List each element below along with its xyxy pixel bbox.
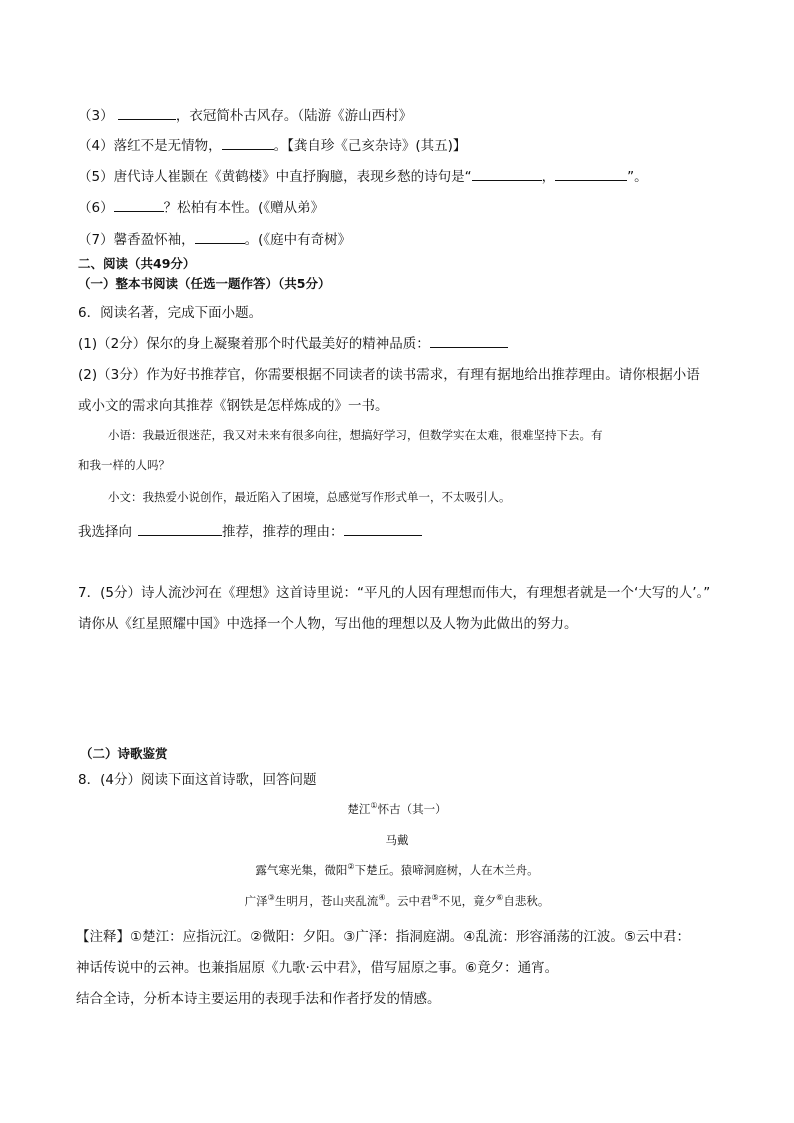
- question-text: 馨香盈怀袖，: [113, 232, 195, 248]
- notes-line2: 神话传说中的云神。也兼指屈原《九歌·云中君》，借写屈原之事。⑥竟夕：通宵。: [76, 960, 559, 976]
- poem-title-text: 怀古（其一）: [377, 802, 447, 816]
- answer-blank[interactable]: [114, 197, 164, 212]
- question-8-prompt: 结合全诗，分析本诗主要运用的表现手法和作者抒发的情感。: [76, 991, 441, 1007]
- poem-author: 马戴: [385, 833, 409, 847]
- question-7-line1: 7．(5分）诗人流沙河在《理想》这首诗里说：“平凡的人因有理想而伟大，有理想者就是一个‘大写的人’。”: [78, 585, 711, 601]
- poem-text: 不见，竟夕: [438, 894, 497, 908]
- question-text: ，衣冠简朴古风存。（陆游《游山西村》: [175, 108, 413, 124]
- xiaoyu-quote-line2: 和我一样的人吗？: [78, 458, 170, 472]
- footnote-mark: ②: [347, 862, 355, 872]
- question-separator: ，: [541, 169, 556, 185]
- question-7-fill: [78, 228, 351, 248]
- recommend-line: [78, 520, 422, 540]
- xiaoyu-quote-line1: 小语：我最近很迷茫，我又对未来有很多向往，想搞好学习，但数学实在太难，很难坚持下去。有: [108, 428, 603, 442]
- question-text: 唐代诗人崔颢在《黄鹤楼》中直抒胸臆，表现乡愁的诗句是“: [113, 169, 472, 185]
- answer-blank[interactable]: [138, 521, 222, 536]
- question-6-2-line2: 或小文的需求向其推荐《钢铁是怎样炼成的》一书。: [78, 398, 389, 414]
- question-text: 。(《庭中有奇树》: [244, 232, 352, 248]
- poem-title: [0, 801, 794, 817]
- section-title: 二、阅读（共49分）: [78, 256, 196, 271]
- footnote-mark: ⑤: [431, 893, 439, 903]
- question-6-1: [78, 332, 508, 352]
- question-text: ”。: [627, 169, 648, 185]
- answer-blank[interactable]: [472, 166, 542, 181]
- question-text: (1)（2分）保尔的身上凝聚着那个时代最美好的精神品质：: [78, 336, 430, 352]
- poem-line-1: [0, 862, 794, 878]
- poem-text: 下楚丘。猿啼洞庭树，人在木兰舟。: [354, 863, 539, 877]
- question-text: ？松柏有本性。(《赠从弟》: [163, 200, 325, 216]
- answer-blank[interactable]: [195, 229, 245, 244]
- poem-text: 广泽: [244, 894, 268, 908]
- poem-text: 。云中君: [385, 894, 432, 908]
- answer-blank[interactable]: [118, 105, 176, 120]
- xiaowen-quote: 小文：我热爱小说创作，最近陷入了困境，总感觉写作形式单一，不太吸引人。: [108, 490, 511, 504]
- question-text: 。【龚自珍《己亥杂诗》(其五)】: [273, 138, 467, 154]
- question-number: （7）: [78, 232, 114, 248]
- footnote-mark: ①: [370, 801, 378, 811]
- answer-blank[interactable]: [344, 521, 422, 536]
- question-text: 我选择向: [78, 524, 132, 540]
- answer-blank[interactable]: [222, 135, 274, 150]
- question-number: （6）: [78, 200, 114, 216]
- question-number: （4）: [78, 138, 114, 154]
- question-number: （5）: [78, 169, 114, 185]
- question-7-line2: 请你从《红星照耀中国》中选择一个人物，写出他的理想以及人物为此做出的努力。: [78, 616, 578, 632]
- poem-text: 自悲秋。: [503, 894, 550, 908]
- footnote-mark: ③: [267, 893, 275, 903]
- question-8-intro: 8．(4分）阅读下面这首诗歌，回答问题: [78, 772, 317, 788]
- subsection-title: （一）整本书阅读（任选一题作答）（共5分）: [78, 276, 331, 291]
- question-4: [78, 134, 466, 154]
- poem-text: 生明月，苍山夹乱流: [274, 894, 379, 908]
- question-text: 落红不是无情物，: [113, 138, 222, 154]
- footnote-mark: ⑥: [496, 893, 504, 903]
- footnote-mark: ④: [378, 893, 386, 903]
- question-3: [78, 104, 412, 124]
- question-6-intro: 6．阅读名著，完成下面小题。: [78, 305, 263, 321]
- poem-text: 露气寒光集，微阳: [255, 863, 348, 877]
- notes-line1: 【注释】①楚江：应指沅江。②微阳：夕阳。③广泽：指洞庭湖。④乱流：形容涌荡的江波。⑤云中君：: [76, 929, 691, 945]
- question-text: 推荐，推荐的理由：: [222, 524, 344, 540]
- poem-line-2: [0, 893, 794, 909]
- poem-title-text: 楚江: [347, 802, 371, 816]
- subsection-title-poetry: （二）诗歌鉴赏: [80, 746, 168, 761]
- question-6-2-line1: (2)（3分）作为好书推荐官，你需要根据不同读者的读书需求，有理有据地给出推荐理由。请你根据小语: [78, 367, 700, 383]
- question-5: [78, 165, 648, 185]
- question-6-fill: [78, 196, 324, 216]
- question-number: （3）: [78, 108, 114, 124]
- answer-blank[interactable]: [555, 166, 627, 181]
- answer-blank[interactable]: [430, 333, 508, 348]
